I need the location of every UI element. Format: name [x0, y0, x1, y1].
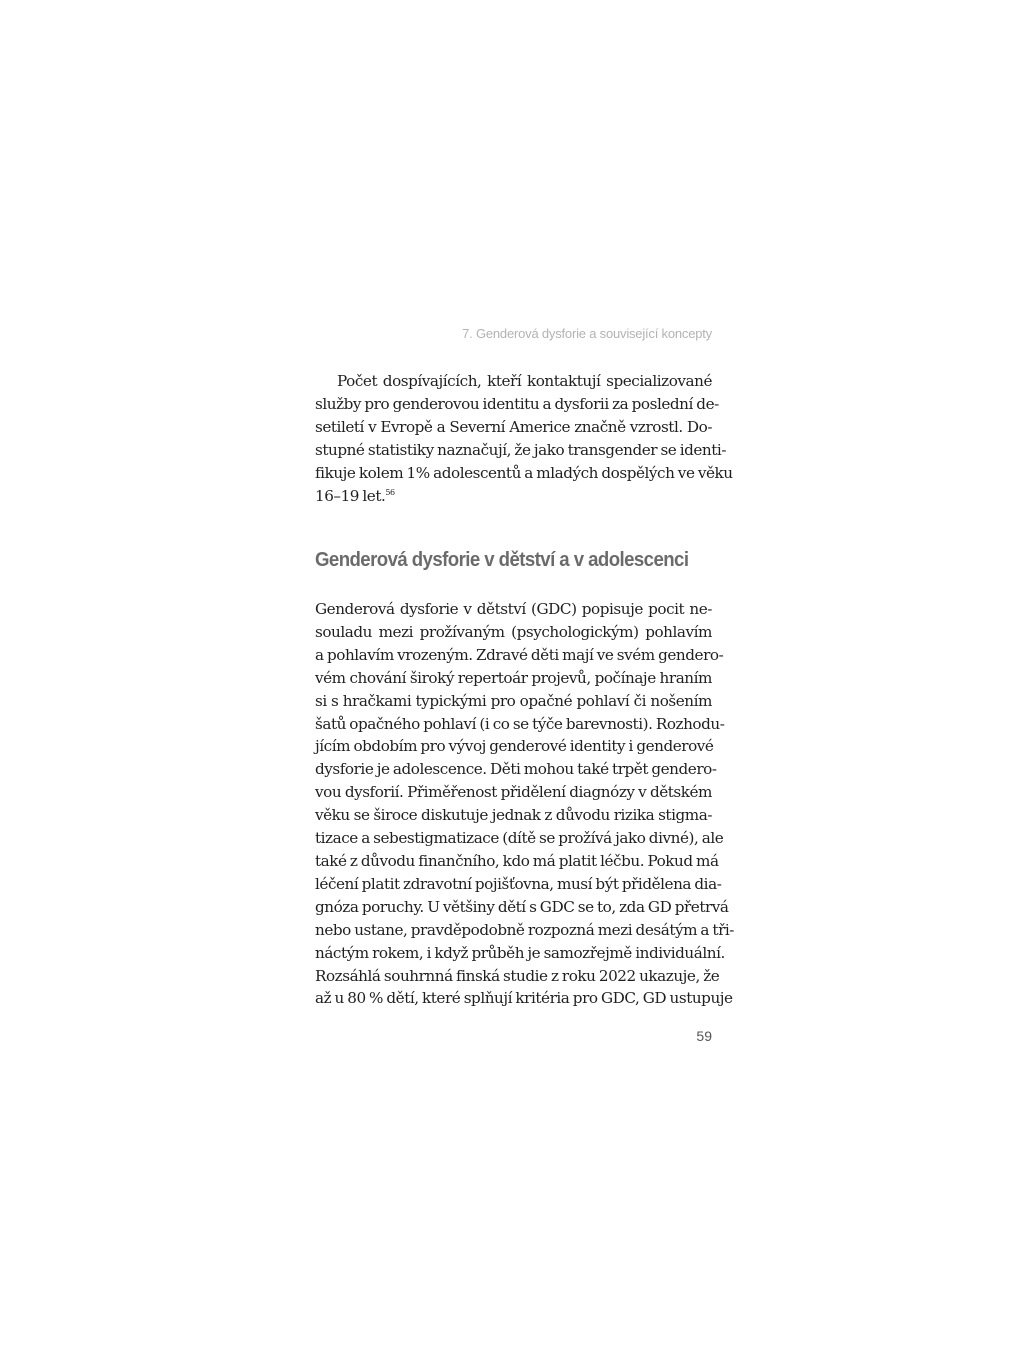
paragraph-line: Rozsáhlá souhrnná finská studie z roku 2022 ukazuje, že	[315, 966, 720, 985]
paragraph-line: Počet dospívajících, kteří kontaktují specializované	[337, 372, 712, 390]
paragraph-line: vém chování široký repertoár projevů, počínaje hraním	[315, 668, 712, 687]
paragraph-line: setiletí v Evropě a Severní Americe značně vzrostl. Do-	[315, 417, 712, 436]
footnote-reference: 56	[385, 487, 395, 497]
paragraph-line: až u 80 % dětí, které splňují kritéria pro GDC, GD ustupuje	[315, 989, 733, 1008]
paragraph-line: fikuje kolem 1% adolescentů a mladých dospělých ve věku	[315, 463, 733, 482]
paragraph-line: věku se široce diskutuje jednak z důvodu rizika stigma-	[315, 806, 712, 825]
paragraph-line: tizace a sebestigmatizace (dítě se prožívá jako divné), ale	[315, 829, 724, 848]
paragraph-line: léčení platit zdravotní pojišťovna, musí být přidělena dia-	[315, 874, 722, 893]
paragraph-last-line	[315, 485, 712, 508]
paragraph-line: 16–19 let.	[315, 486, 386, 505]
paragraph-line: jícím obdobím pro vývoj genderové identity i genderové	[315, 737, 714, 756]
paragraph-line: vou dysforií. Přiměřenost přidělení diagnózy v dětském	[315, 783, 712, 802]
paragraph-line: náctým rokem, i když průběh je samozřejmě individuální.	[315, 943, 725, 962]
paragraph-2	[315, 598, 734, 1010]
running-header: 7. Genderová dysforie a související koncepty	[462, 326, 712, 341]
paragraph-line: nebo ustane, pravděpodobně rozpozná mezi desátým a tři-	[315, 920, 734, 939]
paragraph-line: Genderová dysforie v dětství (GDC) popisuje pocit ne-	[315, 600, 712, 618]
paragraph-line: služby pro genderovou identitu a dysforii za poslední de-	[315, 394, 719, 413]
paragraph-line: souladu mezi prožívaným (psychologickým) pohlavím	[315, 622, 712, 641]
paragraph-1	[315, 370, 733, 507]
page-number: 59	[696, 1028, 712, 1044]
paragraph-line: dysforie je adolescence. Děti mohou také trpět gendero-	[315, 760, 717, 779]
paragraph-line: také z důvodu finančního, kdo má platit léčbu. Pokud má	[315, 851, 719, 870]
section-heading: Genderová dysforie v dětství a v adolescenci	[315, 549, 689, 571]
paragraph-line: stupné statistiky naznačují, že jako transgender se identi-	[315, 440, 726, 459]
paragraph-line: a pohlavím vrozeným. Zdravé děti mají ve svém gendero-	[315, 645, 724, 664]
paragraph-line: si s hračkami typickými pro opačné pohlaví či nošením	[315, 691, 712, 710]
paragraph-line: šatů opačného pohlaví (i co se týče barevnosti). Rozhodu-	[315, 714, 725, 733]
paragraph-line: gnóza poruchy. U většiny dětí s GDC se to, zda GD přetrvá	[315, 897, 729, 916]
